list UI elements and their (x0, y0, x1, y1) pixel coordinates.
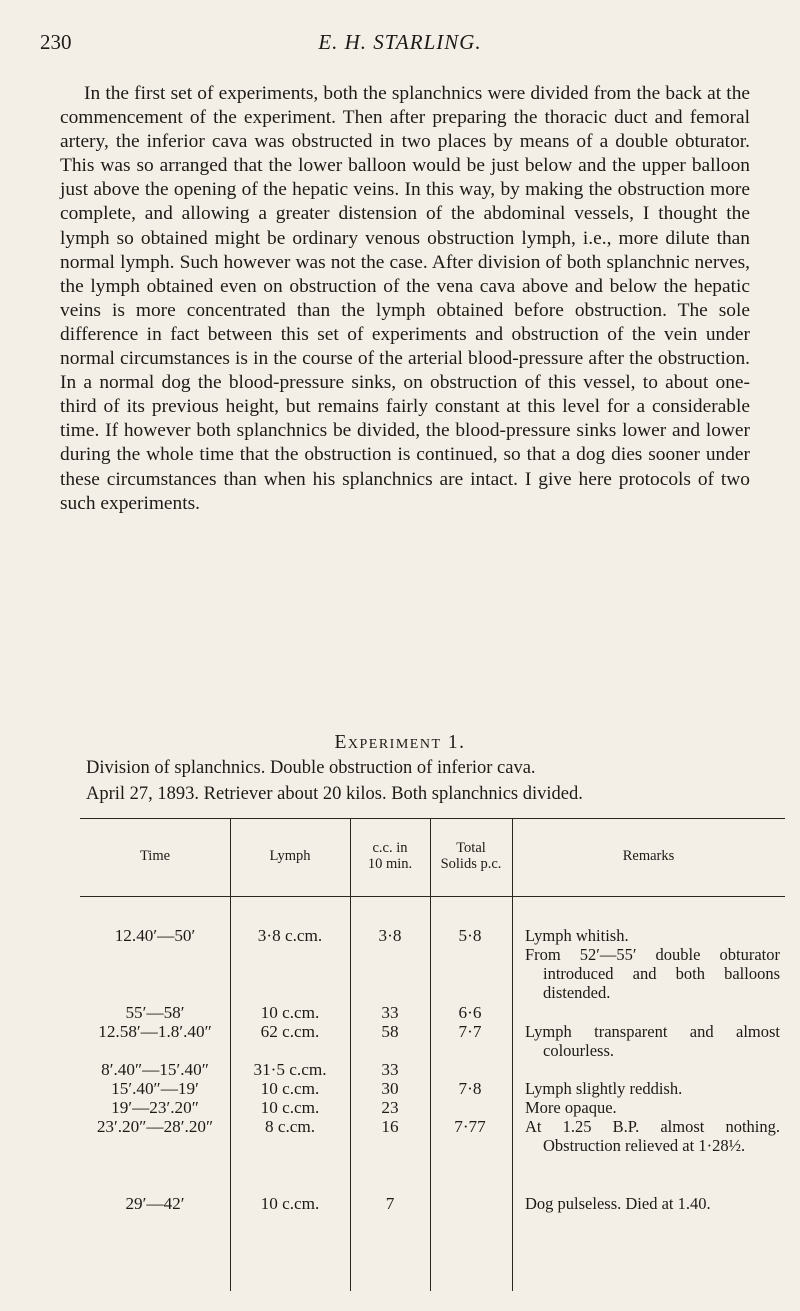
cell-lymph: 62 c.cm. (260, 1022, 320, 1041)
cell-lymph: 31·5 c.cm. (253, 1060, 327, 1079)
remark-text: Lymph slightly reddish. (525, 1079, 683, 1098)
experiment-title: Experiment 1. (334, 732, 466, 753)
cell-time: 12.58′—1.8′.40″ (98, 1022, 212, 1041)
header-remarks: Remarks (622, 848, 675, 864)
remark-text: Lymph transparent and almost colourless. (525, 1022, 780, 1060)
remark-block (525, 926, 780, 1002)
header-time: Time (139, 848, 171, 864)
cell-cc: 3·8 (378, 926, 402, 945)
cell-cc: 33 (381, 1003, 399, 1022)
remark-text: From 52′—55′ double obturator introduced and both balloons distended. (525, 945, 780, 1002)
column-divider (350, 818, 351, 1291)
remark-text: Dog pulseless. Died at 1.40. (525, 1194, 711, 1213)
header-total-solids (430, 840, 512, 872)
column-divider (512, 818, 513, 1291)
body-paragraph: In the first set of experiments, both the splanchnics were divided from the back at the commencement of the experiment. Then after preparing the thoracic duct and femoral artery, the inferior cava was obstructed in two places by means of a double obturator. This was so arranged that the lower balloon would be just below and the upper balloon just above the opening of the hepatic veins. In this way, by making the obstruction more complete, and allowing a greater distension of the abdominal vessels, I thought the lymph so obtained might be ordinary venous obstruction lymph, i.e., more dilute than normal lymph. Such however was not the case. After division of both splanchnic nerves, the lymph obtained even on obstruction of the vena cava above and below the hepatic veins is more concentrated than the lymph obtained before obstruction. The sole difference in fact between this set of experiments and obstruction of the vein under normal circumstances is in the course of the arterial blood-pressure after the obstruction. In a normal dog the blood-pressure sinks, on obstruction of this vessel, to about one-third of its previous height, but remains fairly constant at this level for a considerable time. If however both splanchnics be divided, the blood-pressure sinks lower and lower during the whole time that the obstruction is continued, so that a dog dies sooner under these circumstances than when his splanchnics are intact. I give here protocols of two such experiments. (60, 83, 750, 514)
experiment-details: April 27, 1893. Retriever about 20 kilos. Both splanchnics divided. (86, 784, 583, 804)
running-head: E. H. STARLING. (318, 30, 482, 54)
header-ts-line1: Total (456, 840, 486, 856)
cell-time: 19′—23′.20″ (111, 1098, 199, 1117)
header-cc-line1: c.c. in (372, 840, 408, 856)
cell-lymph: 10 c.cm. (260, 1098, 320, 1117)
cell-cc: 33 (381, 1060, 399, 1079)
remark-block (525, 1022, 780, 1060)
cell-total-solids: 6·6 (458, 1003, 482, 1022)
remark-block (525, 1194, 780, 1213)
table-top-rule (80, 818, 785, 819)
remark-block (525, 1079, 780, 1155)
header-cc-line2: 10 min. (367, 856, 413, 872)
cell-cc: 58 (381, 1022, 399, 1041)
cell-lymph: 10 c.cm. (260, 1079, 320, 1098)
cell-lymph: 3·8 c.cm. (257, 926, 323, 945)
cell-cc: 16 (381, 1117, 399, 1136)
column-divider (230, 818, 231, 1291)
cell-time: 23′.20″—28′.20″ (96, 1117, 214, 1136)
cell-cc: 23 (381, 1098, 399, 1117)
page-header (40, 30, 760, 60)
remark-text: At 1.25 B.P. almost nothing. Obstruction relieved at 1·28½. (525, 1117, 780, 1155)
cell-total-solids: 7·7 (458, 1022, 482, 1041)
cell-total-solids: 5·8 (458, 926, 482, 945)
cell-cc: 7 (385, 1194, 395, 1213)
header-ts-line2: Solids p.c. (440, 856, 502, 872)
experiment-description: Division of splanchnics. Double obstruction of inferior cava. (86, 758, 536, 778)
cell-total-solids: 7·77 (454, 1117, 486, 1136)
cell-time: 8′.40″—15′.40″ (101, 1060, 209, 1079)
cell-time: 15′.40″—19′ (111, 1079, 199, 1098)
cell-total-solids: 7·8 (458, 1079, 482, 1098)
remark-text: More opaque. (525, 1098, 617, 1117)
page-number: 230 (40, 30, 72, 54)
cell-time: 29′—42′ (125, 1194, 185, 1213)
header-cc (350, 840, 430, 872)
cell-lymph: 10 c.cm. (260, 1003, 320, 1022)
cell-time: 55′—58′ (125, 1003, 185, 1022)
cell-cc: 30 (381, 1079, 399, 1098)
column-divider (430, 818, 431, 1291)
table-header-rule (80, 896, 785, 897)
cell-time: 12.40′—50′ (114, 926, 196, 945)
remark-text: Lymph whitish. (525, 926, 629, 945)
header-lymph: Lymph (269, 848, 311, 864)
cell-lymph: 8 c.cm. (264, 1117, 316, 1136)
cell-lymph: 10 c.cm. (260, 1194, 320, 1213)
